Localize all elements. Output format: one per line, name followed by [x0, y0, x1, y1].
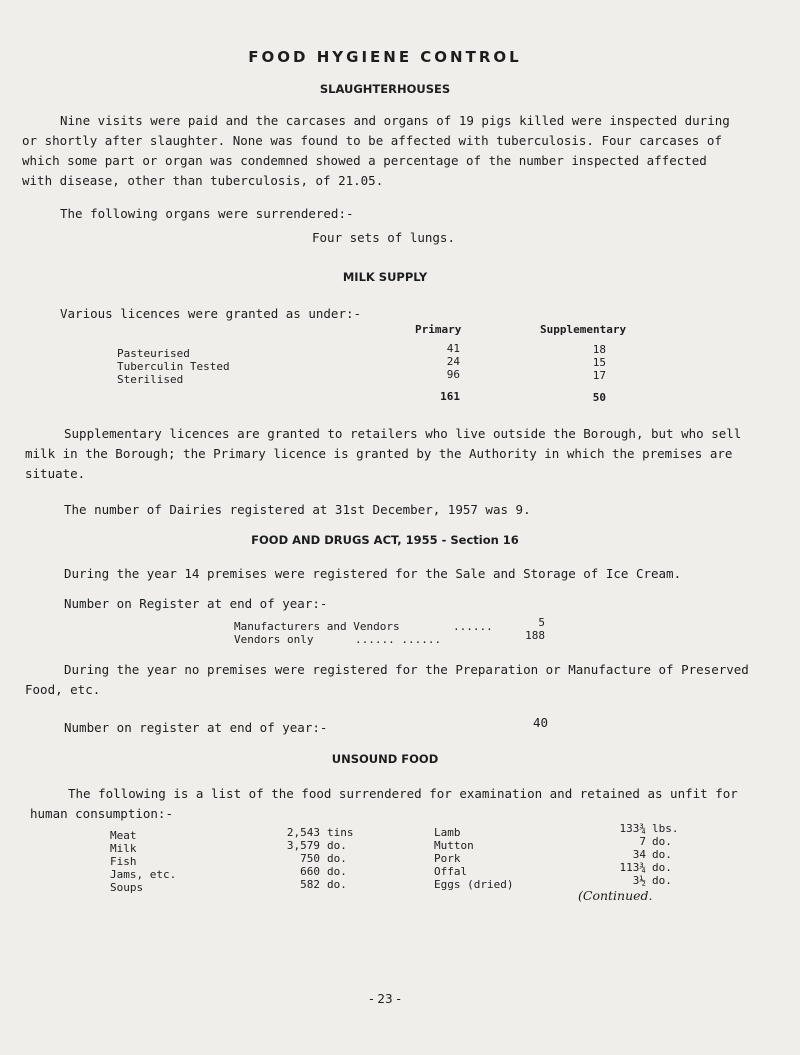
- food-unit-pork: do.: [652, 848, 672, 861]
- register-dots-vendors: ...... ......: [355, 633, 442, 646]
- food-name-meat: Meat: [110, 829, 137, 842]
- col-primary-header: Primary: [415, 323, 462, 336]
- food-name-jams: Jams, etc.: [110, 868, 177, 881]
- unsound-intro-line-1: The following is a list of the food surrendered for examination and retained as unfit for: [68, 786, 738, 801]
- food-drugs-heading: FOOD AND DRUGS ACT, 1955 - Section 16: [251, 533, 519, 547]
- register-value-vendors: 188: [525, 629, 545, 642]
- primary-total: 161: [440, 390, 460, 403]
- food-name-offal: Offal: [434, 865, 468, 878]
- ice-cream-registered: During the year 14 premises were registered for the Sale and Storage of Ice Cream.: [64, 566, 682, 581]
- milk-intro: Various licences were granted as under:-: [60, 306, 362, 321]
- milk-supply-heading: MILK SUPPLY: [342, 270, 428, 284]
- preserved-line-2: Food, etc.: [25, 682, 101, 697]
- primary-tuberculin: 24: [446, 355, 460, 368]
- licence-label-pasteurised: Pasteurised: [117, 347, 190, 360]
- food-unit-offal: do.: [652, 861, 672, 874]
- col-supplementary-header: Supplementary: [540, 323, 627, 336]
- food-qty-pork: 34: [632, 848, 646, 861]
- slaughterhouses-line-2: or shortly after slaughter. None was found to be affected with tuberculosis. Four carcases of: [22, 133, 722, 148]
- food-name-mutton: Mutton: [434, 839, 474, 852]
- supplementary-para-line-2: milk in the Borough; the Primary licence is granted by the Authority in which the premises are: [25, 446, 733, 461]
- food-unit-soups: do.: [327, 878, 347, 891]
- unsound-food-heading: UNSOUND FOOD: [331, 752, 439, 766]
- register-end-value: 40: [533, 715, 549, 730]
- slaughterhouses-line-4: with disease, other than tuberculosis, of 21.05.: [22, 173, 384, 188]
- food-unit-eggs: do.: [652, 874, 672, 887]
- licence-label-sterilised: Sterilised: [117, 373, 184, 386]
- dairies-count: The number of Dairies registered at 31st December, 1957 was 9.: [64, 502, 531, 517]
- register-value-manufacturers: 5: [538, 616, 545, 629]
- food-name-lamb: Lamb: [434, 826, 461, 839]
- slaughterhouses-line-3: which some part or organ was condemned showed a percentage of the number inspected affected: [22, 153, 707, 168]
- food-name-milk: Milk: [110, 842, 137, 855]
- supplementary-total: 50: [592, 391, 606, 404]
- food-qty-meat: 2,543: [286, 826, 320, 839]
- supp-pasteurised: 18: [592, 343, 606, 356]
- slaughterhouses-line-1: Nine visits were paid and the carcases and organs of 19 pigs killed were inspected during: [60, 113, 730, 128]
- register-intro: Number on Register at end of year:-: [64, 596, 328, 611]
- supplementary-para-line-3: situate.: [25, 466, 86, 481]
- supplementary-para-line-1: Supplementary licences are granted to retailers who live outside the Borough, but who sell: [64, 426, 742, 441]
- food-qty-milk: 3,579: [286, 839, 320, 852]
- primary-sterilised: 96: [446, 368, 460, 381]
- surrendered-item: Four sets of lungs.: [312, 230, 455, 245]
- preserved-line-1: During the year no premises were registered for the Preparation or Manufacture of Preserved: [64, 662, 749, 677]
- food-name-pork: Pork: [434, 852, 461, 865]
- slaughterhouses-heading: SLAUGHTERHOUSES: [319, 82, 451, 96]
- food-unit-lamb: lbs.: [652, 822, 679, 835]
- food-qty-eggs: 3½: [632, 874, 646, 887]
- supp-tuberculin: 15: [592, 356, 606, 369]
- food-qty-mutton: 7: [639, 835, 646, 848]
- food-name-eggs: Eggs (dried): [434, 878, 514, 891]
- supp-sterilised: 17: [592, 369, 606, 382]
- food-unit-milk: do.: [327, 839, 347, 852]
- primary-pasteurised: 41: [446, 342, 460, 355]
- page-number: - 23 -: [369, 992, 401, 1006]
- register-label-vendors: Vendors only: [234, 633, 314, 646]
- food-qty-fish: 750: [300, 852, 320, 865]
- food-qty-soups: 582: [300, 878, 320, 891]
- food-name-soups: Soups: [110, 881, 144, 894]
- food-unit-meat: tins: [327, 826, 354, 839]
- surrendered-intro: The following organs were surrendered:-: [60, 206, 354, 221]
- food-unit-fish: do.: [327, 852, 347, 865]
- food-qty-lamb: 133¾: [619, 822, 646, 835]
- register-dots-manufacturers: ......: [453, 620, 493, 633]
- food-unit-mutton: do.: [652, 835, 672, 848]
- register-label-manufacturers: Manufacturers and Vendors: [234, 620, 400, 633]
- licence-label-tuberculin: Tuberculin Tested: [117, 360, 230, 373]
- page-title: FOOD HYGIENE CONTROL: [248, 48, 522, 66]
- register-end-label: Number on register at end of year:-: [64, 720, 328, 735]
- food-qty-offal: 113¾: [619, 861, 646, 874]
- food-name-fish: Fish: [110, 855, 137, 868]
- food-qty-jams: 660: [300, 865, 320, 878]
- unsound-intro-line-2: human consumption:-: [30, 806, 173, 821]
- food-unit-jams: do.: [327, 865, 347, 878]
- continued-note: (Continued.: [578, 888, 653, 903]
